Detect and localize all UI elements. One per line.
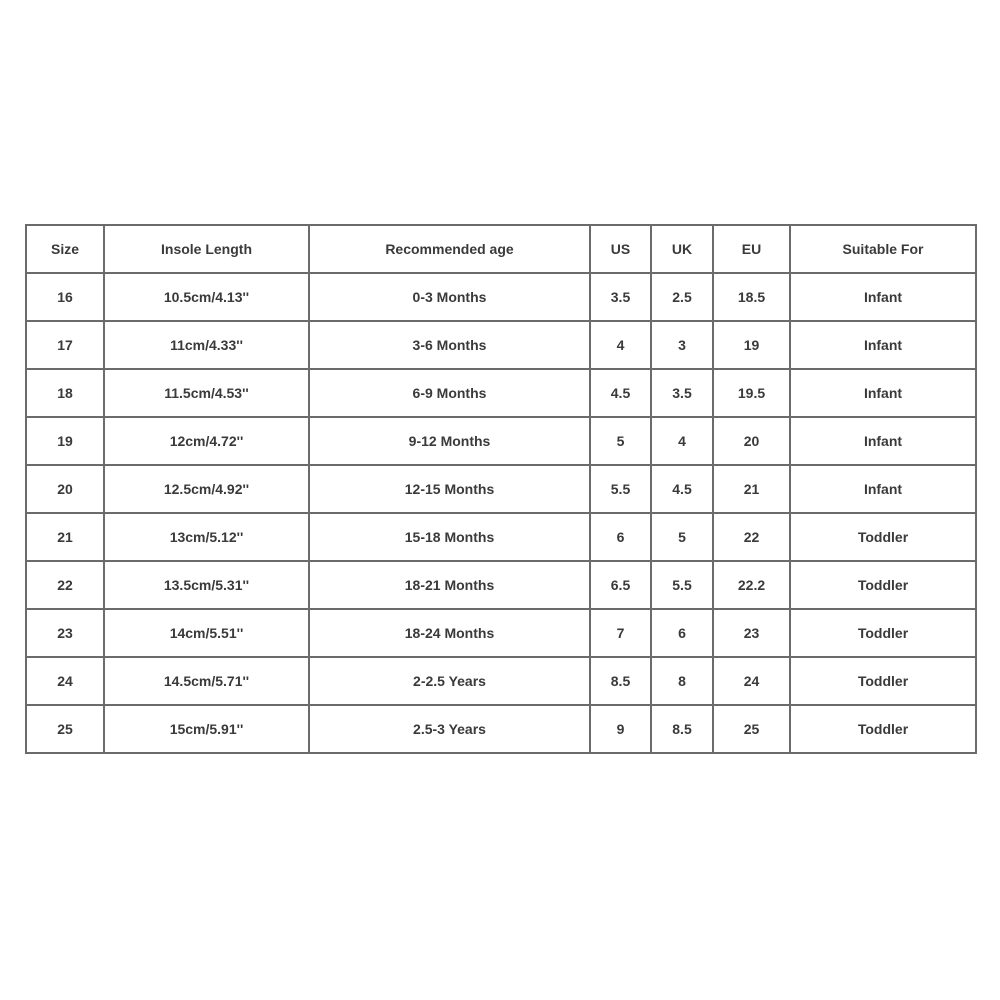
cell-size: 20 [26, 465, 104, 513]
cell-recommended-age: 18-21 Months [309, 561, 590, 609]
cell-us: 3.5 [590, 273, 651, 321]
table-row [26, 273, 976, 321]
cell-size: 22 [26, 561, 104, 609]
header-eu: EU [713, 225, 790, 273]
cell-us: 7 [590, 609, 651, 657]
cell-suitable-for: Infant [790, 369, 976, 417]
cell-recommended-age: 2.5-3 Years [309, 705, 590, 753]
cell-eu: 22.2 [713, 561, 790, 609]
table-row [26, 369, 976, 417]
header-row [26, 225, 976, 273]
cell-uk: 3 [651, 321, 713, 369]
cell-uk: 2.5 [651, 273, 713, 321]
cell-insole-length: 14cm/5.51'' [104, 609, 309, 657]
cell-eu: 22 [713, 513, 790, 561]
cell-uk: 5 [651, 513, 713, 561]
cell-uk: 4.5 [651, 465, 713, 513]
cell-eu: 23 [713, 609, 790, 657]
cell-size: 16 [26, 273, 104, 321]
cell-insole-length: 10.5cm/4.13'' [104, 273, 309, 321]
cell-eu: 19.5 [713, 369, 790, 417]
cell-us: 5.5 [590, 465, 651, 513]
table-header [26, 225, 976, 273]
cell-suitable-for: Toddler [790, 513, 976, 561]
cell-uk: 8 [651, 657, 713, 705]
cell-insole-length: 11.5cm/4.53'' [104, 369, 309, 417]
cell-size: 21 [26, 513, 104, 561]
cell-insole-length: 11cm/4.33'' [104, 321, 309, 369]
cell-eu: 21 [713, 465, 790, 513]
cell-recommended-age: 15-18 Months [309, 513, 590, 561]
cell-eu: 18.5 [713, 273, 790, 321]
header-recommended-age: Recommended age [309, 225, 590, 273]
header-insole-length: Insole Length [104, 225, 309, 273]
cell-suitable-for: Toddler [790, 561, 976, 609]
cell-eu: 20 [713, 417, 790, 465]
table-row [26, 705, 976, 753]
table-row [26, 513, 976, 561]
cell-suitable-for: Toddler [790, 705, 976, 753]
cell-insole-length: 12.5cm/4.92'' [104, 465, 309, 513]
cell-eu: 19 [713, 321, 790, 369]
table-row [26, 321, 976, 369]
cell-recommended-age: 9-12 Months [309, 417, 590, 465]
cell-suitable-for: Infant [790, 273, 976, 321]
header-size: Size [26, 225, 104, 273]
cell-us: 9 [590, 705, 651, 753]
cell-us: 4 [590, 321, 651, 369]
cell-us: 6 [590, 513, 651, 561]
cell-uk: 6 [651, 609, 713, 657]
cell-insole-length: 13.5cm/5.31'' [104, 561, 309, 609]
table-row [26, 417, 976, 465]
cell-us: 5 [590, 417, 651, 465]
table-row [26, 465, 976, 513]
cell-us: 6.5 [590, 561, 651, 609]
cell-size: 17 [26, 321, 104, 369]
cell-insole-length: 15cm/5.91'' [104, 705, 309, 753]
header-us: US [590, 225, 651, 273]
cell-size: 23 [26, 609, 104, 657]
header-uk: UK [651, 225, 713, 273]
size-chart-table [25, 224, 977, 754]
cell-suitable-for: Toddler [790, 609, 976, 657]
cell-suitable-for: Toddler [790, 657, 976, 705]
table-row [26, 561, 976, 609]
cell-size: 25 [26, 705, 104, 753]
table-row [26, 609, 976, 657]
cell-recommended-age: 6-9 Months [309, 369, 590, 417]
header-suitable-for: Suitable For [790, 225, 976, 273]
cell-eu: 24 [713, 657, 790, 705]
cell-uk: 4 [651, 417, 713, 465]
cell-size: 19 [26, 417, 104, 465]
cell-size: 18 [26, 369, 104, 417]
cell-size: 24 [26, 657, 104, 705]
table-row [26, 657, 976, 705]
cell-recommended-age: 2-2.5 Years [309, 657, 590, 705]
cell-recommended-age: 3-6 Months [309, 321, 590, 369]
cell-us: 4.5 [590, 369, 651, 417]
cell-uk: 5.5 [651, 561, 713, 609]
table-body [26, 273, 976, 753]
cell-recommended-age: 0-3 Months [309, 273, 590, 321]
cell-suitable-for: Infant [790, 321, 976, 369]
cell-insole-length: 13cm/5.12'' [104, 513, 309, 561]
cell-suitable-for: Infant [790, 417, 976, 465]
cell-recommended-age: 18-24 Months [309, 609, 590, 657]
cell-uk: 8.5 [651, 705, 713, 753]
cell-suitable-for: Infant [790, 465, 976, 513]
cell-us: 8.5 [590, 657, 651, 705]
cell-insole-length: 12cm/4.72'' [104, 417, 309, 465]
cell-eu: 25 [713, 705, 790, 753]
cell-insole-length: 14.5cm/5.71'' [104, 657, 309, 705]
cell-uk: 3.5 [651, 369, 713, 417]
cell-recommended-age: 12-15 Months [309, 465, 590, 513]
